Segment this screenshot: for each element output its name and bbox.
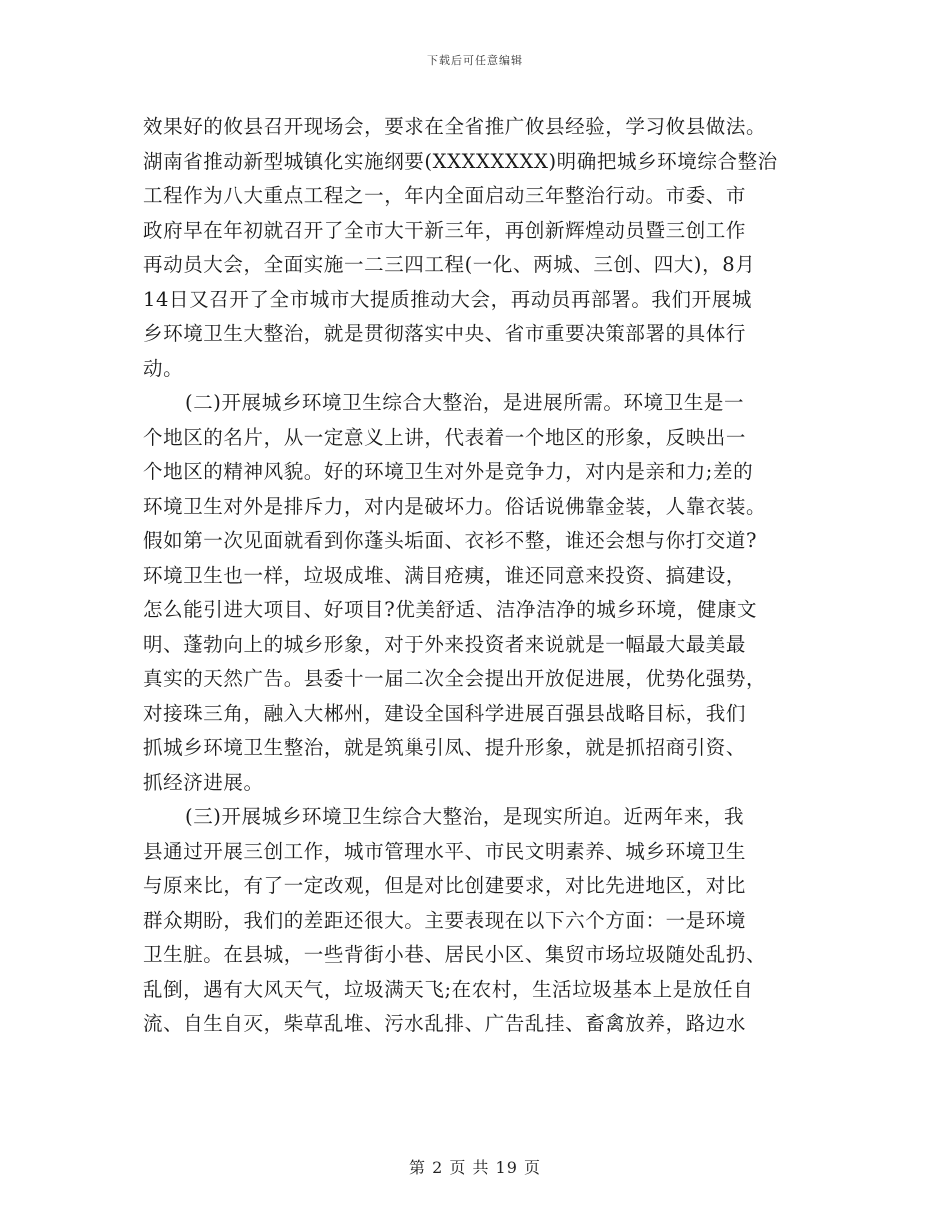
text-line: 个地区的精神风貌。好的环境卫生对外是竞争力，对内是亲和力;差的 bbox=[143, 460, 754, 483]
text-line: 群众期盼，我们的差距还很大。主要表现在以下六个方面：一是环境 bbox=[143, 908, 747, 932]
text-line: 与原来比，有了一定改观，但是对比创建要求，对比先进地区，对比 bbox=[143, 874, 747, 897]
text-line: (三)开展城乡环境卫生综合大整治，是现实所迫。近两年来，我 bbox=[185, 805, 745, 828]
text-line: 假如第一次见面就看到你蓬头垢面、衣衫不整，谁还会想与你打交道? bbox=[143, 529, 758, 552]
text-line: 抓经济进展。 bbox=[143, 770, 264, 794]
text-line: 再动员大会，全面实施一二三四工程(一化、两城、三创、四大)，8月 bbox=[143, 253, 756, 276]
document-body bbox=[143, 110, 813, 1042]
text-line: (二)开展城乡环境卫生综合大整治，是进展所需。环境卫生是一 bbox=[185, 391, 745, 414]
text-line: 流、自生自灭，柴草乱堆、污水乱排、广告乱挂、畜禽放养，路边水 bbox=[143, 1012, 747, 1035]
text-line: 环境卫生对外是排斥力，对内是破坏力。俗话说佛靠金装，人靠衣装。 bbox=[143, 494, 767, 518]
text-line: 环境卫生也一样，垃圾成堆、满目疮痍，谁还同意来投资、搞建设， bbox=[143, 563, 747, 587]
text-line: 动。 bbox=[143, 356, 184, 380]
text-line: 明、蓬勃向上的城乡形象，对于外来投资者来说就是一幅最大最美最 bbox=[143, 632, 747, 656]
page-header: 下载后可任意编辑 bbox=[427, 54, 523, 67]
text-line: 怎么能引进大项目、好项目?优美舒适、洁净洁净的城乡环境，健康文 bbox=[143, 598, 758, 621]
text-line: 卫生脏。在县城，一些背街小巷、居民小区、集贸市场垃圾随处乱扔、 bbox=[143, 943, 767, 966]
text-line: 政府早在年初就召开了全市大干新三年，再创新辉煌动员暨三创工作 bbox=[143, 218, 747, 242]
page-footer: 第 2 页 共 19 页 bbox=[409, 1158, 541, 1177]
text-line: 效果好的攸县召开现场会，要求在全省推广攸县经验，学习攸县做法。 bbox=[143, 115, 767, 138]
text-line: 对接珠三角，融入大郴州，建设全国科学进展百强县战略目标，我们 bbox=[143, 701, 747, 725]
text-line: 工程作为八大重点工程之一，年内全面启动三年整治行动。市委、市 bbox=[143, 184, 747, 207]
text-line: 乡环境卫生大整治，就是贯彻落实中央、省市重要决策部署的具体行 bbox=[143, 322, 747, 345]
text-line: 湖南省推动新型城镇化实施纲要(XXXXXXXX)明确把城乡环境综合整治 bbox=[143, 149, 778, 173]
text-line: 个地区的名片，从一定意义上讲，代表着一个地区的形象，反映出一 bbox=[143, 425, 747, 449]
text-line: 抓城乡环境卫生整治，就是筑巢引凤、提升形象，就是抓招商引资、 bbox=[143, 736, 747, 759]
text-line: 真实的天然广告。县委十一届二次全会提出开放促进展，优势化强势， bbox=[143, 667, 767, 690]
text-line: 乱倒，遇有大风天气，垃圾满天飞;在农村，生活垃圾基本上是放任自 bbox=[143, 977, 754, 1001]
text-line: 14日又召开了全市城市大提质推动大会，再动员再部署。我们开展城 bbox=[143, 287, 752, 311]
text-line: 县通过开展三创工作，城市管理水平、市民文明素养、城乡环境卫生 bbox=[143, 839, 747, 863]
